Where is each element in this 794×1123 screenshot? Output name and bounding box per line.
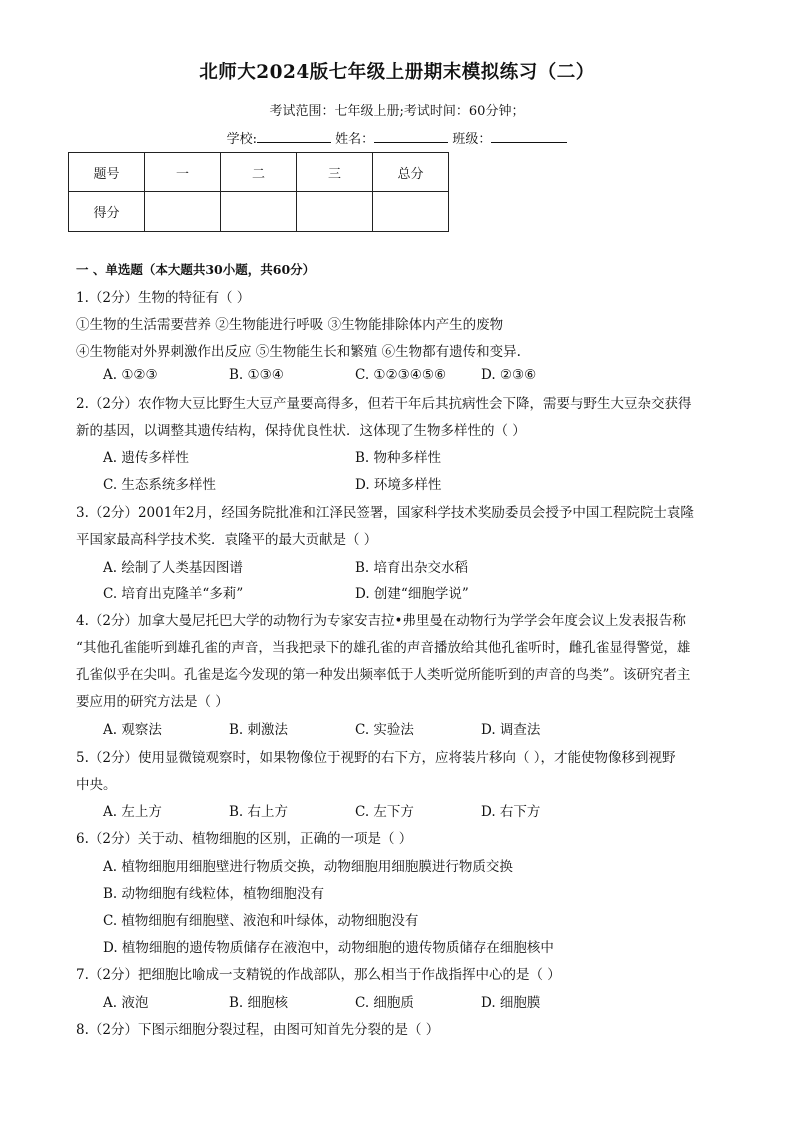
q1-stem: 1.（2分）生物的特征有（ ） [76,290,251,306]
score-row-label: 得分 [69,192,145,232]
name-label: 姓名： [335,132,375,147]
q6-option-a[interactable]: A. 植物细胞用细胞壁进行物质交换，动物细胞用细胞膜进行物质交换 [103,859,513,875]
q6-option-b[interactable]: B. 动物细胞有线粒体，植物细胞没有 [103,886,325,902]
section-heading: 一 、单选题（本大题共30小题，共60分） [76,262,316,277]
q7-option-c[interactable]: C. 细胞质 [355,995,414,1011]
score-table-header-row [69,153,449,192]
school-label: 学校: [226,132,258,147]
q4-option-d[interactable]: D. 调查法 [481,722,541,738]
q4-stem-line4: 要应用的研究方法是（ ） [76,694,229,710]
score-cell-label: 题号 [69,153,145,192]
q5-option-c[interactable]: C. 左下方 [355,804,414,820]
q5-stem-line2: 中央。 [76,777,117,793]
q7-stem: 7.（2分）把细胞比喻成一支精锐的作战部队，那么相当于作战指挥中心的是（ ） [76,967,561,983]
q3-stem-line2: 平国家最高科学技术奖．袁隆平的最大贡献是（ ） [76,532,378,548]
page-title: 北师大2024版七年级上册期末模拟练习（二） [199,62,595,83]
score-input-total[interactable] [373,192,449,232]
q2-option-c[interactable]: C. 生态系统多样性 [103,477,216,493]
q1-option-a[interactable]: A. ①②③ [103,367,158,383]
score-cell-section2: 二 [221,153,297,192]
q1-option-b[interactable]: B. ①③④ [229,367,284,383]
q6-option-c[interactable]: C. 植物细胞有细胞壁、液泡和叶绿体，动物细胞没有 [103,913,419,929]
q7-option-d[interactable]: D. 细胞膜 [481,995,541,1011]
q3-option-a[interactable]: A. 绘制了人类基因图谱 [103,560,243,576]
score-table [68,152,449,232]
q4-option-c[interactable]: C. 实验法 [355,722,414,738]
student-info-line [0,128,794,147]
score-input-section2[interactable] [221,192,297,232]
exam-info: 考试范围：七年级上册;考试时间：60分钟； [269,104,525,119]
q5-option-a[interactable]: A. 左上方 [103,804,162,820]
q6-option-d[interactable]: D. 植物细胞的遗传物质储存在液泡中，动物细胞的遗传物质储存在细胞核中 [103,940,554,956]
q4-option-a[interactable]: A. 观察法 [103,722,162,738]
name-blank[interactable] [374,128,448,143]
q2-stem-line1: 2.（2分）农作物大豆比野生大豆产量要高得多，但若干年后其抗病性会下降，需要与野生大豆杂交获得 [76,396,692,412]
score-cell-section1: 一 [145,153,221,192]
school-blank[interactable] [257,128,331,143]
class-blank[interactable] [491,128,567,143]
class-label: 班级： [452,132,492,147]
q8-stem: 8.（2分）下图示细胞分裂过程，由图可知首先分裂的是（ ） [76,1022,440,1038]
q4-option-b[interactable]: B. 刺激法 [229,722,289,738]
q3-option-b[interactable]: B. 培育出杂交水稻 [355,560,469,576]
q7-option-b[interactable]: B. 细胞核 [229,995,289,1011]
q4-stem-line3: 孔雀似乎在尖叫。孔雀是迄今发现的第一种发出频率低于人类听觉所能听到的声音的鸟类”。该研究者主 [76,667,691,683]
q1-items-line1: ①生物的生活需要营养 ②生物能进行呼吸 ③生物能排除体内产生的废物 [76,317,504,333]
score-cell-section3: 三 [297,153,373,192]
q3-stem-line1: 3.（2分）2001年2月，经国务院批准和江泽民签署，国家科学技术奖励委员会授予中国工程院院士袁隆 [76,505,694,521]
q4-stem-line2: “其他孔雀能听到雄孔雀的声音，当我把录下的雄孔雀的声音播放给其他孔雀听时，雌孔雀显得警觉，雄 [76,640,691,656]
q2-option-b[interactable]: B. 物种多样性 [355,450,442,466]
score-input-section3[interactable] [297,192,373,232]
q2-stem-line2: 新的基因，以调整其遗传结构，保持优良性状．这体现了生物多样性的（ ） [76,423,526,439]
q3-option-c[interactable]: C. 培育出克隆羊“多莉” [103,586,244,602]
q1-option-d[interactable]: D. ②③⑥ [481,367,537,383]
score-table-score-row [69,192,449,232]
score-cell-total: 总分 [373,153,449,192]
q7-option-a[interactable]: A. 液泡 [103,995,149,1011]
q4-stem-line1: 4.（2分）加拿大曼尼托巴大学的动物行为专家安吉拉•弗里曼在动物行为学学会年度会议上发表报告称 [76,613,686,629]
q2-option-a[interactable]: A. 遗传多样性 [103,450,189,466]
q5-stem-line1: 5.（2分）使用显微镜观察时，如果物像位于视野的右下方，应将装片移向（ ），才能使物像移到视野 [76,750,676,766]
q5-option-b[interactable]: B. 右上方 [229,804,289,820]
q6-stem: 6.（2分）关于动、植物细胞的区别，正确的一项是（ ） [76,831,413,847]
score-input-section1[interactable] [145,192,221,232]
q1-option-c[interactable]: C. ①②③④⑤⑥ [355,367,447,383]
q1-items-line2: ④生物能对外界刺激作出反应 ⑤生物能生长和繁殖 ⑥生物都有遗传和变异. [76,344,521,360]
q3-option-d[interactable]: D. 创建“细胞学说” [355,586,469,602]
q2-option-d[interactable]: D. 环境多样性 [355,477,442,493]
q5-option-d[interactable]: D. 右下方 [481,804,541,820]
